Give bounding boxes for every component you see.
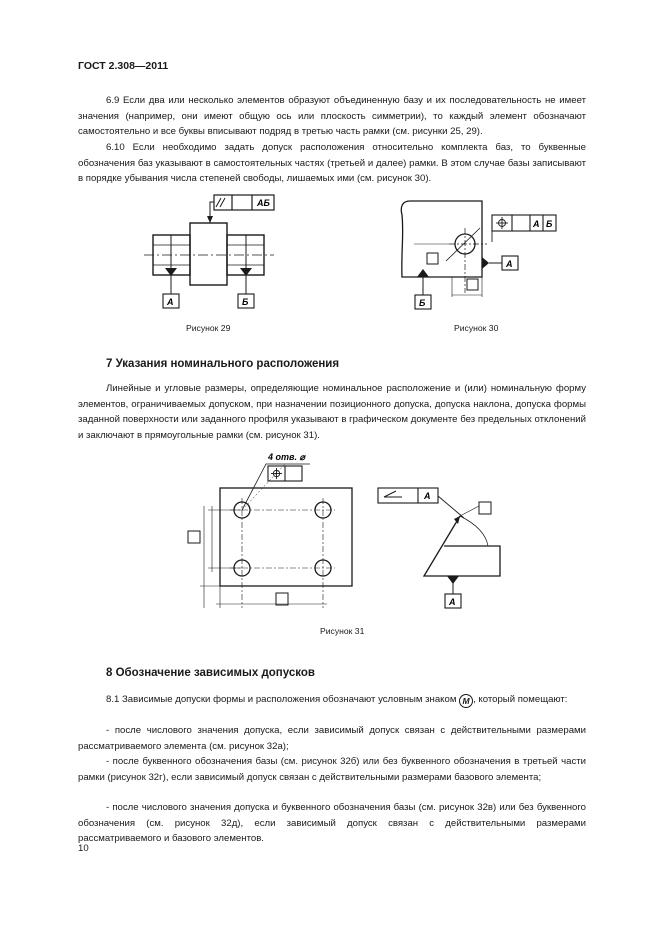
section-7-paragraph: Линейные и угловые размеры, определяющие номинальное расположение и (или) номинальную форму элементов, ограничиваемых допуском, при назначении позиционного допуска, допуска наклона, допуска формы заданной поверхности или заданного профиля указывают в графическом документе без предельных отклонений и заключают в прямоугольные рамки (см. рисунок 31).: [78, 383, 586, 441]
p81-text-after: , который помещают:: [473, 694, 568, 705]
fig31-holes-note: 4 отв. ⌀: [268, 452, 305, 462]
section-8-heading: 8 Обозначение зависимых допусков: [106, 667, 315, 679]
document-header: ГОСТ 2.308—2011: [78, 60, 169, 72]
fig30-frame-datum-2: Б: [546, 219, 553, 229]
fig31-frame-datum: А: [424, 491, 431, 501]
paragraph-8-1: [78, 692, 586, 708]
list-item-3: - после числового значения допуска и буквенного обозначения базы (см. рисунок 32в) или без буквенного обозначения (см. рисунок 32д), если зависимый допуск связан с действительными размерами рассматриваемого и базового элементов.: [78, 802, 586, 844]
fig30-label-b: Б: [419, 298, 426, 308]
page-number: 10: [78, 843, 89, 854]
fig30-label-a: А: [506, 259, 513, 269]
figure-29-caption: Рисунок 29: [186, 323, 231, 333]
fig29-frame-datum: АБ: [257, 198, 270, 208]
paragraph-6-10: 6.10 Если необходимо задать допуск расположения относительно комплекта баз, то буквенные обозначения баз указывают в самостоятельных частях (третьей и далее) рамки. В этом случае базы записывают в порядке убывания числа степеней свободы, лишаемых ими (см. рисунок 30).: [78, 142, 586, 184]
figure-31-plate-drawing: [180, 448, 360, 618]
paragraph-6-9: 6.9 Если два или несколько элементов образуют объединенную базу и их последовательность не имеет значения (например, они имеют общую ось или плоскость симметрии), то каждый элемент обозначают самостоятельно и все буквы вписывают подряд в третью часть рамки (см. рисунки 25, 29).: [78, 95, 586, 137]
figure-31-wedge-drawing: [372, 480, 512, 610]
fig30-frame-datum-1: А: [533, 219, 540, 229]
section-7-heading: 7 Указания номинального расположения: [106, 358, 340, 370]
figure-30-drawing: [392, 195, 568, 317]
fig29-label-b: Б: [242, 297, 249, 307]
dependent-tolerance-m-icon: M: [459, 694, 473, 708]
p81-text-before: 8.1 Зависимые допуски формы и расположения обозначают условным знаком: [106, 694, 457, 705]
figure-30-caption: Рисунок 30: [454, 323, 499, 333]
fig31-label-a: А: [449, 597, 456, 607]
figure-29-drawing: [140, 188, 290, 316]
figure-31-caption: Рисунок 31: [320, 626, 365, 636]
fig29-label-a: А: [167, 297, 174, 307]
list-item-1: - после числового значения допуска, если зависимый допуск связан с действительными размерами рассматриваемого элемента (см. рисунок 32а);: [78, 725, 586, 752]
list-item-2: - после буквенного обозначения базы (см. рисунок 32б) или без буквенного обозначения в третьей части рамки (рисунок 32г), если зависимый допуск связан с действительными размерами базового элемента;: [78, 756, 586, 783]
